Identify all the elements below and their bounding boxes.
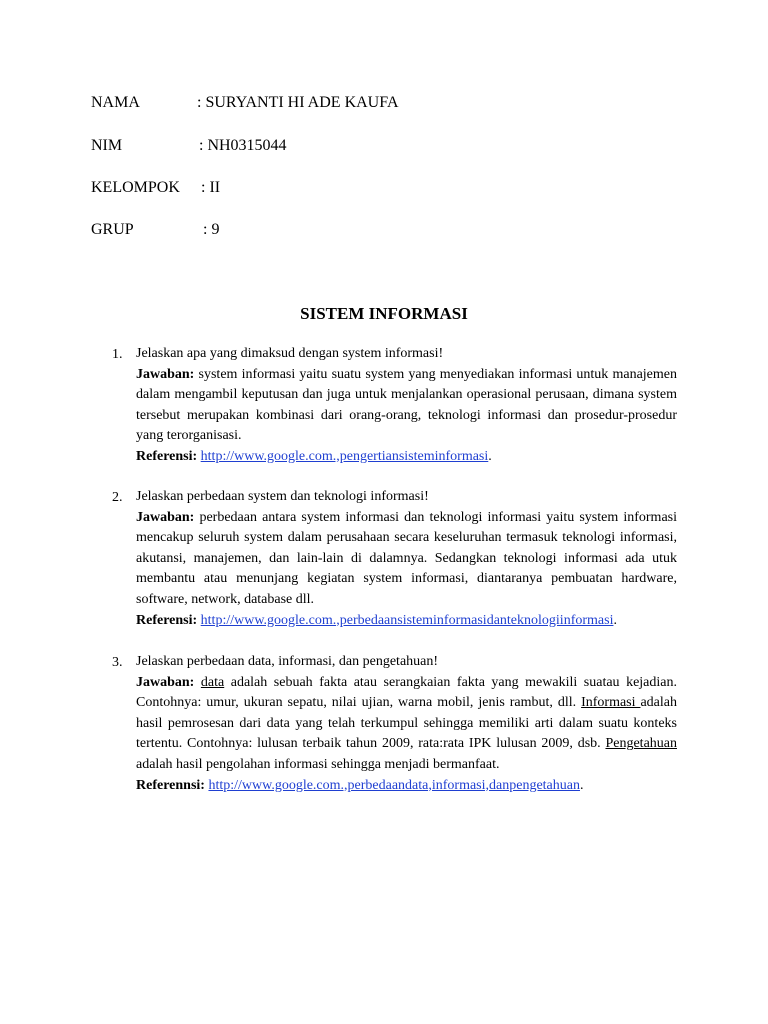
- term-pengetahuan: Pengetahuan: [605, 736, 677, 752]
- reference-line: [136, 776, 677, 797]
- item-content: [136, 652, 677, 796]
- term-data: data: [200, 674, 225, 690]
- document-title: SISTEM INFORMASI: [300, 304, 468, 323]
- reference-label: Referensi:: [136, 612, 198, 628]
- question-text: Jelaskan perbedaan data, informasi, dan pengetahuan!: [136, 654, 439, 669]
- reference-label: Referennsi:: [136, 777, 205, 793]
- reference-line: [136, 611, 677, 632]
- reference-link[interactable]: http://www.google.com.,pengertiansisteminformasi: [200, 448, 489, 464]
- grup-label: GRUP: [91, 221, 134, 238]
- answer-label: Jawaban:: [136, 509, 195, 525]
- kelompok-label: KELOMPOK: [91, 179, 180, 196]
- answer-text-pengetahuan: adalah hasil pengolahan informasi sehingga menjadi bermanfaat.: [136, 756, 500, 772]
- answer-label: Jawaban:: [136, 366, 195, 382]
- nim-value: : NH0315044: [199, 137, 287, 154]
- nama-value: : SURYANTI HI ADE KAUFA: [197, 94, 399, 111]
- nim-label: NIM: [91, 137, 123, 154]
- reference-line: [136, 447, 677, 468]
- reference-end: .: [488, 448, 492, 464]
- answer-paragraph: [136, 508, 677, 611]
- term-informasi: Informasi: [581, 695, 641, 711]
- answer-paragraph: [136, 673, 677, 776]
- answer-label: Jawaban:: [136, 674, 195, 690]
- reference-link[interactable]: http://www.google.com.,perbedaandata,informasi,danpengetahuan: [208, 777, 580, 793]
- answer-paragraph: [136, 365, 677, 447]
- answer-text: perbedaan antara system informasi dan teknologi informasi yaitu system informasi mencakup seluruh system dalam perusahaan secara keseluruhan termasuk teknologi informasi, akutansi, manajemen, dan lain-lain di dalamnya. Sedangkan teknologi informasi ada utuk membantu atau menunjang kegiatan system informasi, diantaranya pembuatan hardware, software, network, database dll.: [136, 509, 677, 607]
- reference-end: .: [579, 777, 584, 793]
- reference-label: Referensi:: [136, 448, 198, 464]
- question-text: Jelaskan perbedaan system dan teknologi informasi!: [136, 489, 429, 504]
- item-content: [136, 487, 677, 631]
- answer-text-informasi: adalah hasil pemrosesan dari data yang telah terkumpul sehingga memiliki arti dalam suatu konteks tertentu. Contohnya: lulusan terbaik tahun 2009, rata:rata IPK lulusan 2009, dsb.: [136, 695, 677, 752]
- question-text: Jelaskan apa yang dimaksud dengan system informasi!: [136, 346, 444, 361]
- nama-label: NAMA: [91, 94, 140, 111]
- item-content: [136, 344, 677, 468]
- reference-end: .: [613, 612, 617, 628]
- answer-text-data: adalah sebuah fakta atau serangkaian fakta yang mewakili suatau kejadian. Contohnya: umur, ukuran sepatu, nilai ujian, warna mobil, jenis rambut, dll.: [136, 674, 677, 711]
- grup-value: : 9: [203, 221, 220, 238]
- answer-text: system informasi yaitu suatu system yang menyediakan informasi untuk manajemen dalam mengambil keputusan dan juga untuk menjalankan operasional perusaan, dimana system tersebut merupakan kombinasi dari orang-orang, teknologi informasi dan prosedur-prosedur yang terorganisasi.: [136, 366, 677, 444]
- reference-link[interactable]: http://www.google.com.,perbedaansisteminformasidanteknologiinformasi: [200, 612, 614, 628]
- item-number: 3.: [112, 655, 123, 670]
- item-number: 2.: [112, 490, 123, 505]
- kelompok-value: : II: [201, 179, 221, 196]
- item-number: 1.: [112, 347, 123, 362]
